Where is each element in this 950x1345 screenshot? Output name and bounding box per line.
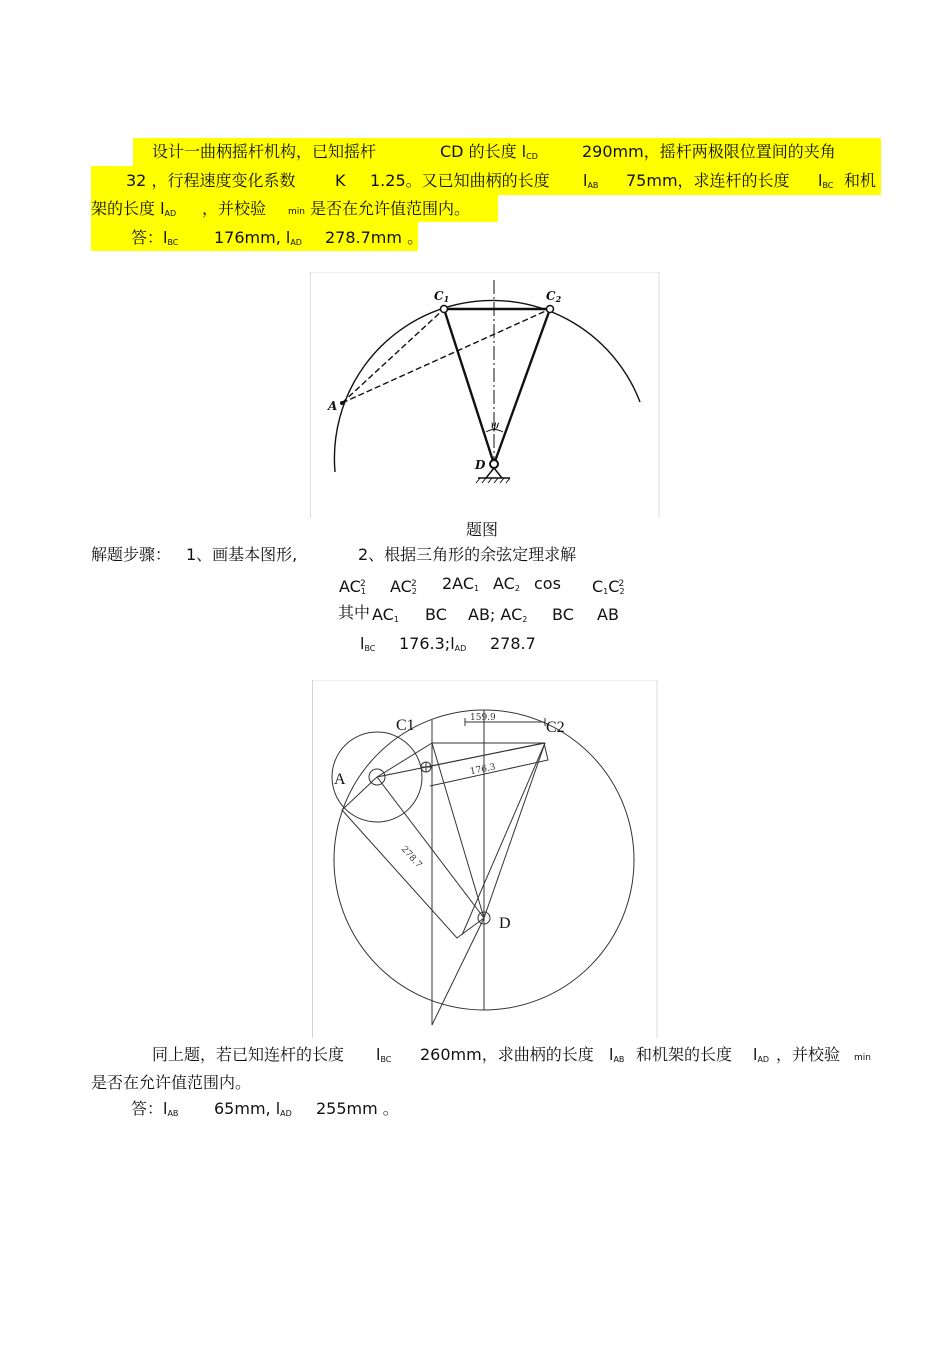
eq1-t1: $AC_1^2$: [339, 577, 366, 596]
p1-l2-g: 和机: [844, 171, 877, 190]
eq1-t6: $C_1C_2^2$: [592, 577, 625, 596]
eq2-c: AB; $AC_2$: [468, 605, 528, 624]
solution-step2: 2、根据三角形的余弦定理求解: [358, 545, 577, 564]
p1-answer-b: 176mm, $l_{AD}$: [214, 228, 302, 247]
eq1-t2: $AC_2^2$: [390, 577, 417, 596]
eq2-lead: 其中: [338, 603, 371, 622]
p2-l1-d: $l_{AB}$: [609, 1045, 625, 1064]
p1-l1-a: 设计一曲柄摇杆机构，已知摇杆: [152, 142, 377, 161]
p1-l2-d: $l_{AB}$: [583, 171, 599, 190]
p1-answer-a: 答：$l_{BC}$: [131, 228, 179, 247]
eq2-b: BC: [425, 605, 447, 624]
solution-step1: 1、画基本图形,: [186, 545, 298, 564]
p1-l2-a: 32 ，行程速度变化系数: [126, 171, 296, 190]
p1-l1-b: CD 的长度 $l_{CD}$: [440, 142, 538, 161]
figure1-caption: 题图: [466, 520, 499, 539]
label-d: D: [499, 915, 511, 932]
p1-l2-c: 1.25。又已知曲柄的长度: [370, 171, 550, 190]
solution-step-label: 解题步骤：: [91, 545, 172, 564]
label-c2: $C_2$: [546, 289, 562, 304]
p1-l3-b: ，并校验 min: [202, 199, 305, 218]
p1-l2-f: $l_{BC}$: [818, 171, 834, 190]
p2-l1-e: 和机架的长度: [636, 1045, 733, 1064]
dim-top-label: 159.9: [470, 713, 496, 723]
eq2-d: BC: [552, 605, 574, 624]
p1-l2-b: K: [335, 171, 346, 190]
p2-l1-b: $l_{BC}$: [376, 1045, 392, 1064]
eq1-t3: $2AC_1$: [442, 574, 480, 593]
figure1-drawing: [310, 272, 660, 518]
eq1-t4: $AC_2$: [493, 574, 520, 593]
label-a: A: [328, 399, 338, 413]
label-d: D: [475, 458, 486, 472]
label-c2: C2: [546, 719, 565, 736]
p2-l2: 是否在允许值范围内。: [91, 1073, 252, 1092]
p1-l1-c: 290mm，摇杆两极限位置间的夹角: [582, 142, 836, 161]
p1-answer-c: 278.7mm 。: [325, 228, 424, 247]
figure1: [310, 272, 660, 518]
p2-answer-c: 255mm 。: [316, 1099, 399, 1118]
eq2-e: AB: [597, 605, 619, 624]
p1-l2-e: 75mm，求连杆的长度: [626, 171, 790, 190]
eq3-b: $176.3;l_{AD}$: [399, 634, 467, 653]
label-c1: $C_1$: [434, 289, 450, 304]
p2-l1-f: $l_{AD}$: [753, 1045, 770, 1064]
p1-l3-a: 架的长度 $l_{AD}$: [91, 199, 177, 218]
eq3-a: $l_{BC}$: [360, 634, 376, 653]
dim-bc-label: 176.3: [469, 762, 497, 778]
eq3-c: 278.7: [490, 634, 536, 653]
dim-ad-label: 278.7: [398, 844, 424, 871]
p1-l3-c: 是否在允许值范围内。: [310, 199, 471, 218]
p2-l1-c: 260mm，求曲柄的长度: [420, 1045, 594, 1064]
eq2-a: $AC_1$: [372, 605, 399, 624]
p2-answer-a: 答：$l_{AB}$: [131, 1099, 179, 1118]
figure2-drawing: [312, 680, 658, 1038]
label-c1: C1: [396, 717, 415, 734]
eq1-t5: cos: [534, 574, 561, 593]
label-a: A: [334, 771, 346, 788]
p2-l1-a: 同上题，若已知连杆的长度: [152, 1045, 345, 1064]
label-phi: ψ: [490, 418, 500, 432]
figure2: [312, 680, 658, 1038]
p2-answer-b: 65mm, $l_{AD}$: [214, 1099, 292, 1118]
p2-l1-g: ，并校验 min: [776, 1045, 871, 1064]
